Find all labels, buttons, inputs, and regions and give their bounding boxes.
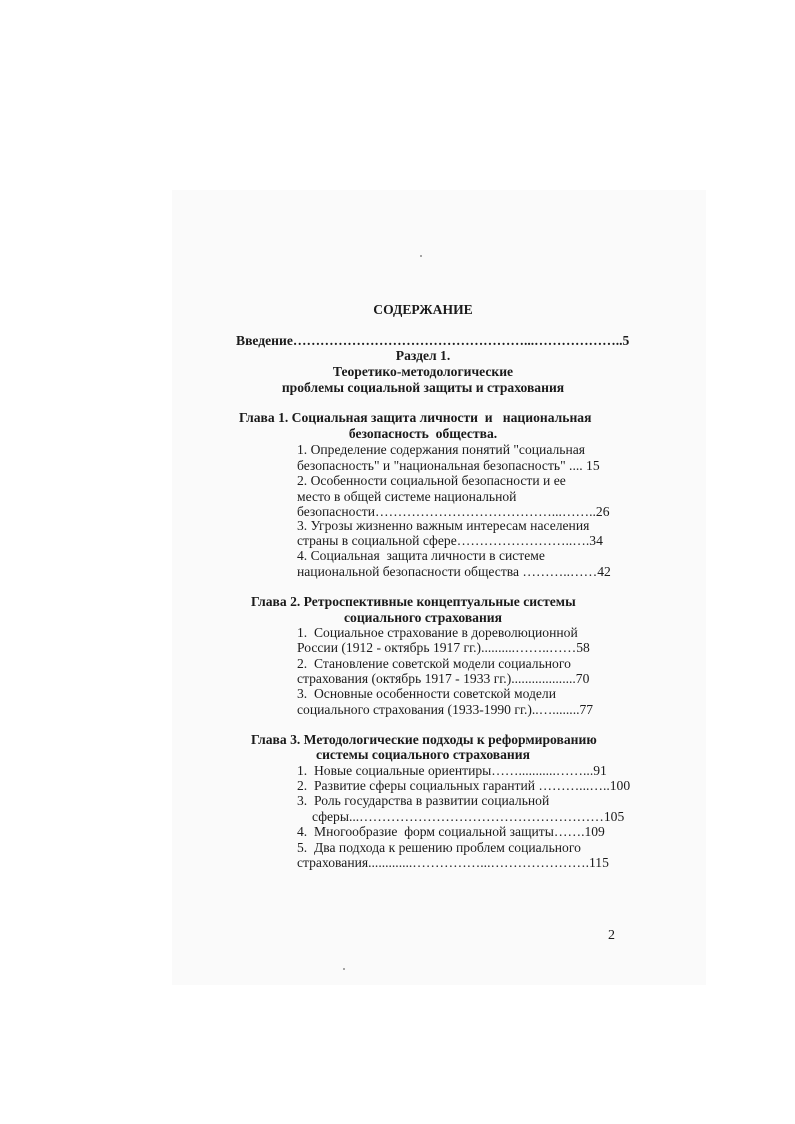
toc-entry: страны в социальной сфере……………………..….34 [297, 533, 603, 548]
toc-entry: безопасности…………………………………...……..26 [297, 504, 610, 519]
chapter2-heading-1: Глава 2. Ретроспективные концептуальные системы [251, 594, 576, 609]
toc-entry: 2. Развитие сферы социальных гарантий ………...…..100 [297, 778, 631, 793]
chapter3-heading-2: системы социального страхования [316, 747, 530, 762]
scan-speck [343, 968, 345, 970]
toc-entry: сферы...………………………………………………105 [312, 809, 625, 824]
toc-entry: 1. Определение содержания понятий "социальная [297, 442, 586, 457]
toc-intro: Введение……………………………………………...………………..5 [236, 333, 630, 348]
chapter3-heading-1: Глава 3. Методологические подходы к реформированию [251, 732, 597, 747]
toc-entry: 2. Особенности социальной безопасности и ее [297, 473, 566, 488]
toc-entry: 3. Основные особенности советской модели [297, 686, 556, 701]
section-title-1: Теоретико-методологические [332, 364, 514, 379]
scan-speck [420, 255, 422, 257]
toc-entry: 4. Социальная защита личности в системе [297, 548, 545, 563]
chapter1-heading-2: безопасность общества. [348, 426, 498, 441]
section-title-2: проблемы социальной защиты и страхования [281, 380, 565, 395]
chapter2-heading-2: социального страхования [343, 610, 502, 625]
toc-entry: 5. Два подхода к решению проблем социального [297, 840, 581, 855]
section-label: Раздел 1. [395, 348, 451, 363]
toc-entry: место в общей системе национальной [297, 489, 517, 504]
toc-entry: России (1912 - октябрь 1917 гг.)..........……..……58 [297, 640, 590, 655]
toc-entry: 1. Новые социальные ориентиры……...........……...91 [297, 763, 607, 778]
toc-entry: 3. Угрозы жизненно важным интересам населения [297, 518, 590, 533]
page-number: 2 [608, 928, 615, 943]
toc-entry: страхования.............……………...………………….115 [297, 855, 609, 870]
toc-entry: 1. Социальное страхование в дореволюционной [297, 625, 578, 640]
toc-entry: 2. Становление советской модели социального [297, 656, 571, 671]
toc-entry: страхования (октябрь 1917 - 1933 гг.)...................70 [297, 671, 590, 686]
toc-title: СОДЕРЖАНИЕ [373, 302, 473, 317]
toc-entry: национальной безопасности общества ………..……42 [297, 564, 611, 579]
toc-entry: социального страхования (1933-1990 гг.)..…........77 [297, 702, 594, 717]
toc-entry: 3. Роль государства в развитии социальной [297, 793, 550, 808]
chapter1-heading-1: Глава 1. Социальная защита личности и национальная [239, 410, 592, 425]
toc-entry: безопасность" и "национальная безопасность" .... 15 [297, 458, 600, 473]
toc-entry: 4. Многообразие форм социальной защиты…….109 [297, 824, 605, 839]
